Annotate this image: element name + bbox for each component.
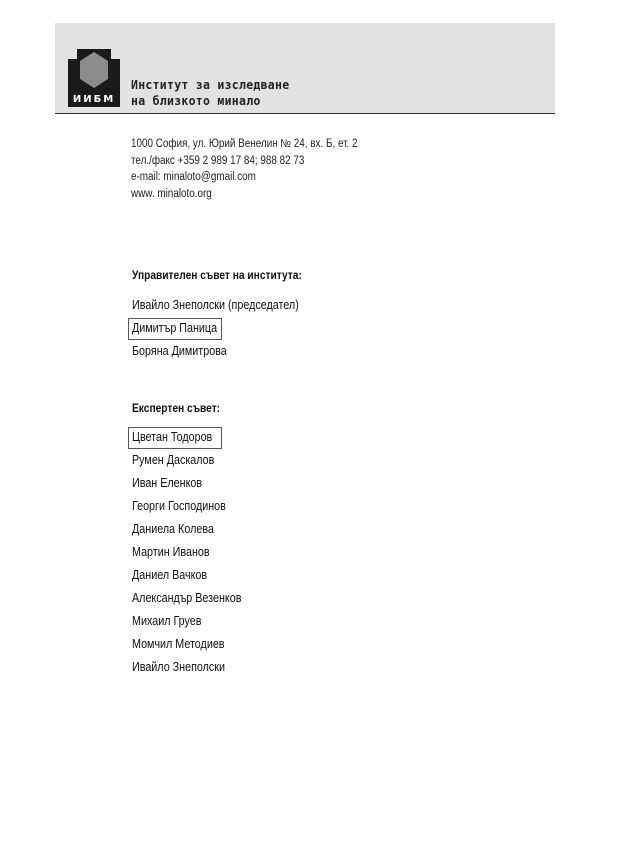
institute-logo (68, 49, 120, 107)
list-item: Румен Даскалов (132, 453, 215, 467)
logo-text: ИИБМ (72, 94, 116, 105)
phone-line: тел./факс +359 2 989 17 84; 988 82 73 (131, 154, 305, 167)
board-list (132, 294, 326, 363)
list-item: Даниела Колева (132, 522, 214, 536)
list-item: Ивайло Знеполски (председател) (132, 298, 299, 312)
list-item: Димитър Паница (132, 317, 326, 340)
list-item: Даниел Вачков (132, 568, 208, 582)
list-item: Ивайло Знеполски (132, 660, 225, 674)
expert-council-list (132, 426, 259, 679)
web-line: www. minaloto.org (131, 187, 212, 200)
page-header (55, 23, 555, 114)
list-item: Михаил Груев (132, 614, 202, 628)
board-title: Управителен съвет на института: (132, 268, 302, 282)
list-item: Георги Господинов (132, 499, 226, 513)
email-line: e-mail: minaloto@gmail.com (131, 171, 256, 183)
address-line: 1000 София, ул. Юрий Венелин № 24, вх. Б, ет. 2 (131, 138, 358, 150)
list-item: Цветан Тодоров (132, 426, 259, 449)
list-item: Боряна Димитрова (132, 344, 227, 358)
list-item: Мартин Иванов (132, 545, 210, 559)
institute-name-line1: Институт за изследване (131, 77, 290, 92)
list-item: Момчил Методиев (132, 637, 225, 651)
expert-council-title: Експертен съвет: (132, 401, 221, 415)
institute-name-line2: на близкото минало (131, 93, 261, 108)
institute-name (131, 77, 289, 109)
list-item: Иван Еленков (132, 476, 203, 490)
contact-info (131, 136, 358, 202)
list-item: Александър Везенков (132, 591, 242, 605)
